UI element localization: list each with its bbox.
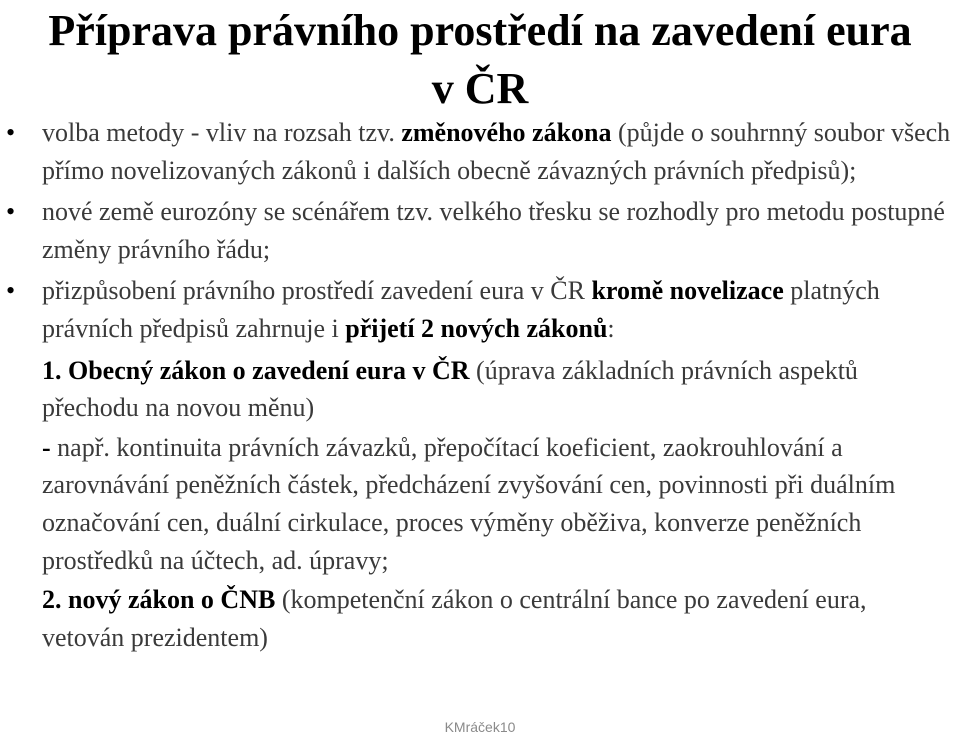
bullet-2-text: nové země eurozóny se scénářem tzv. velkého třesku se rozhodly pro metodu postupné změny právního řádu;	[42, 197, 945, 264]
bullet-1-text: volba metody - vliv na rozsah tzv.	[42, 118, 402, 147]
law-1-detail-dash: -	[42, 432, 51, 462]
law-1-description: (úprava základních právních aspektů přechodu na novou měnu)	[42, 355, 858, 423]
bullet-legal-adaptation	[42, 272, 954, 347]
bullet-method-choice	[42, 114, 954, 189]
bullet-3-text-mid: platných právních předpisů zahrnuje i	[42, 276, 880, 343]
law-1-title: 1. Obecný zákon o zavedení eura v ČR	[42, 355, 470, 385]
slide-title-line-2: v ČR	[431, 64, 529, 113]
bullet-3-emphasis-2: přijetí 2 nových zákonů	[345, 313, 608, 343]
slide-title	[0, 2, 960, 118]
slide-footer: KMráček10	[444, 719, 516, 735]
law-2-paragraph	[42, 581, 954, 656]
bullet-1-emphasis: změnového zákona	[401, 118, 612, 147]
law-2-description: (kompetenční zákon o centrální bance po zavedení eura, vetován prezidentem)	[42, 585, 867, 652]
bullet-3-text: přizpůsobení právního prostředí zavedení eura v ČR	[42, 276, 592, 306]
law-1-detail-paragraph	[42, 429, 954, 579]
slide-title-line-1: Příprava právního prostředí na zavedení eura	[48, 6, 912, 55]
bullet-new-eurozone-countries	[42, 193, 954, 268]
slide-body	[42, 114, 954, 658]
law-1-detail-text: např. kontinuita právních závazků, přepočítací koeficient, zaokrouhlování a zarovnávání peněžních částek, předcházení zvyšování cen, povinnosti při duálním označování cen, duální cirkulace, proces výměny oběživa, konverze peněžních prostředků na účtech, ad. úpravy;	[42, 432, 896, 575]
bullet-3-emphasis-1: kromě novelizace	[591, 276, 784, 306]
bullet-1-text-rest: (půjde o souhrnný soubor všech přímo novelizovaných zákonů i dalších obecně závazných právních předpisů);	[42, 118, 951, 185]
law-1-paragraph	[42, 352, 954, 427]
bullet-3-text-end: :	[607, 313, 615, 343]
law-2-title: 2. nový zákon o ČNB	[42, 585, 276, 615]
